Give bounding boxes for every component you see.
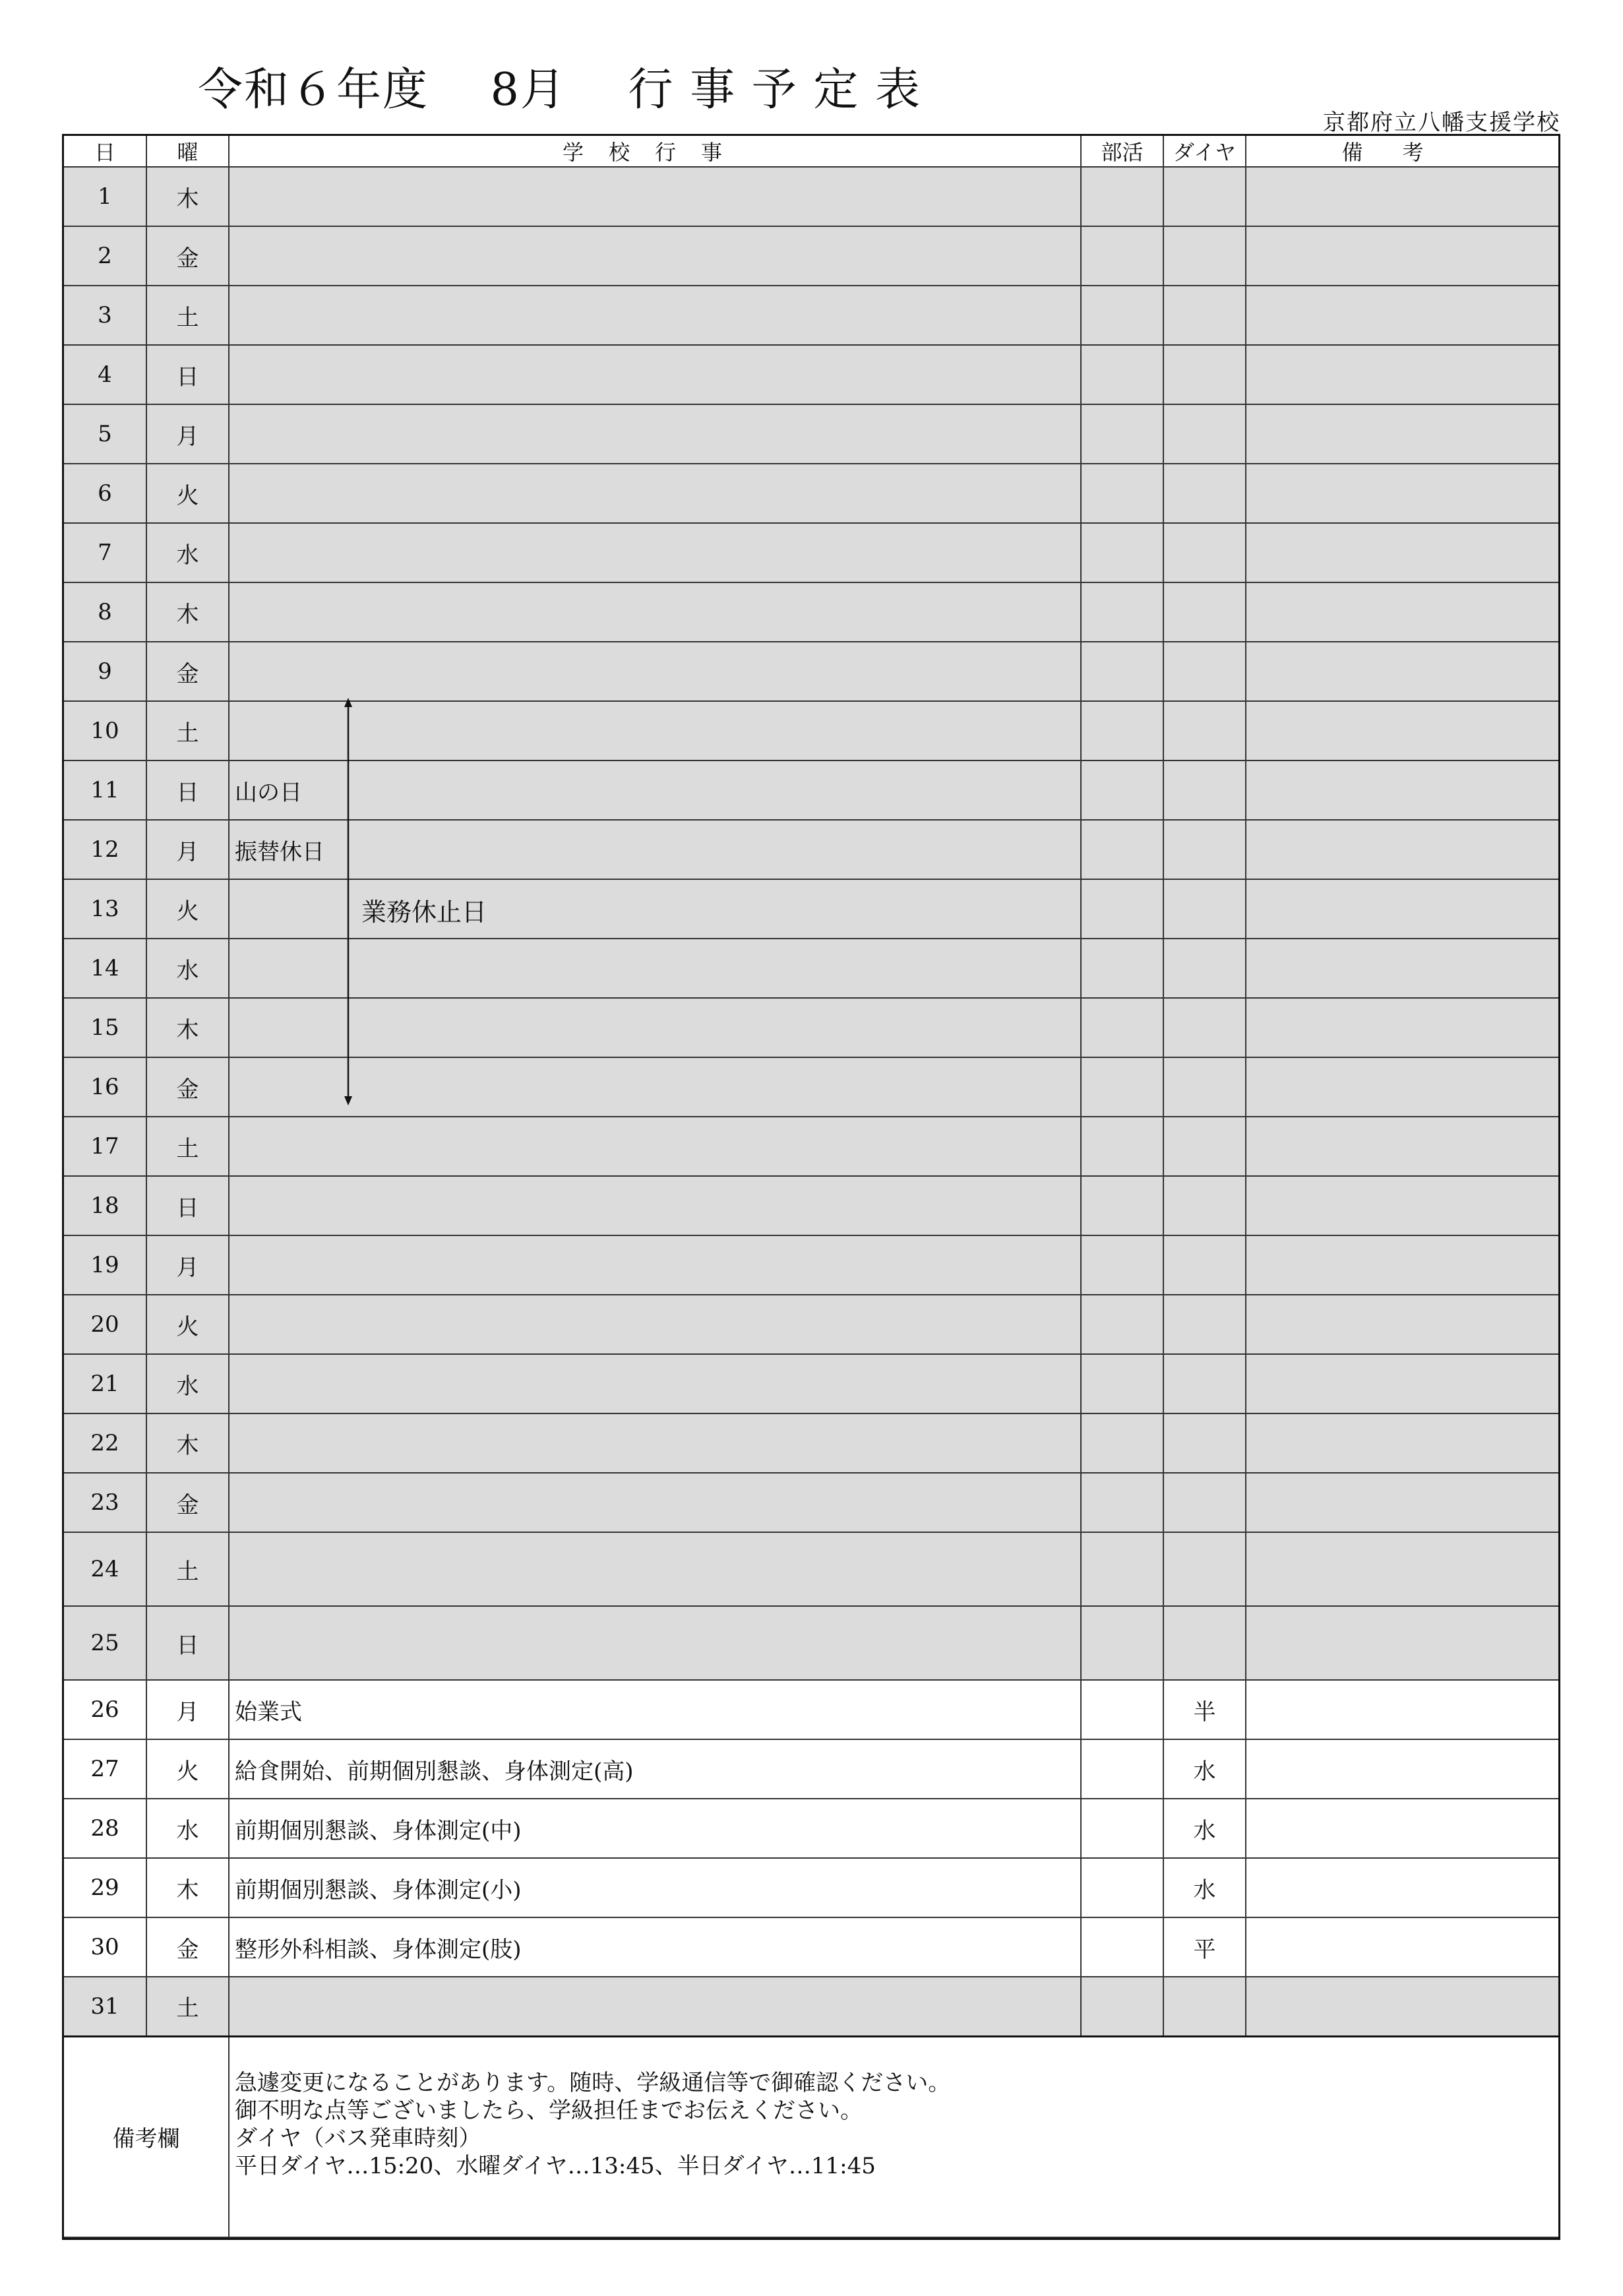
event-cell xyxy=(229,226,1081,286)
notes-line: 御不明な点等ございましたら、学級担任までお伝えください。 xyxy=(235,2097,863,2124)
club-cell xyxy=(1081,286,1163,345)
event-cell xyxy=(229,286,1081,345)
diagram-cell xyxy=(1163,1295,1246,1354)
day-cell: 27 xyxy=(64,1739,146,1799)
day-cell: 23 xyxy=(64,1473,146,1532)
event-cell xyxy=(229,404,1081,464)
event-cell xyxy=(229,1295,1081,1354)
club-cell xyxy=(1081,939,1163,998)
notes-cell xyxy=(1246,1858,1558,1917)
event-cell xyxy=(229,1117,1081,1176)
table-row xyxy=(64,582,1558,642)
club-cell xyxy=(1081,1917,1163,1977)
club-cell xyxy=(1081,345,1163,404)
weekday-cell: 木 xyxy=(146,167,229,226)
header-row xyxy=(64,136,1558,167)
table-row xyxy=(64,1917,1558,1977)
weekday-cell: 月 xyxy=(146,820,229,879)
diagram-cell xyxy=(1163,167,1246,226)
club-cell xyxy=(1081,523,1163,582)
table-row xyxy=(64,1680,1558,1739)
event-cell: 前期個別懇談、身体測定(中) xyxy=(229,1799,1081,1858)
day-cell: 11 xyxy=(64,760,146,820)
notes-cell xyxy=(1246,167,1558,226)
weekday-cell: 金 xyxy=(146,1473,229,1532)
table-row xyxy=(64,345,1558,404)
weekday-cell: 土 xyxy=(146,286,229,345)
table-row xyxy=(64,820,1558,879)
notes-cell xyxy=(1246,582,1558,642)
notes-cell xyxy=(1246,1295,1558,1354)
table-row xyxy=(64,1354,1558,1413)
day-cell: 17 xyxy=(64,1117,146,1176)
notes-cell xyxy=(1246,1176,1558,1235)
notes-cell xyxy=(1246,642,1558,701)
notes-cell xyxy=(1246,1739,1558,1799)
day-cell: 1 xyxy=(64,167,146,226)
weekday-cell: 木 xyxy=(146,582,229,642)
table-row xyxy=(64,998,1558,1057)
header-event: 学校行事 xyxy=(229,136,1081,167)
club-cell xyxy=(1081,1739,1163,1799)
day-cell: 18 xyxy=(64,1176,146,1235)
weekday-cell: 月 xyxy=(146,1680,229,1739)
diagram-cell xyxy=(1163,404,1246,464)
weekday-cell: 火 xyxy=(146,1295,229,1354)
diagram-cell xyxy=(1163,939,1246,998)
day-cell: 13 xyxy=(64,879,146,939)
notes-cell xyxy=(1246,939,1558,998)
diagram-cell xyxy=(1163,1354,1246,1413)
event-cell: 給食開始、前期個別懇談、身体測定(高) xyxy=(229,1739,1081,1799)
diagram-cell xyxy=(1163,1117,1246,1176)
notes-cell xyxy=(1246,404,1558,464)
day-cell: 8 xyxy=(64,582,146,642)
notes-cell xyxy=(1246,1354,1558,1413)
table-row xyxy=(64,1176,1558,1235)
day-cell: 5 xyxy=(64,404,146,464)
club-cell xyxy=(1081,1606,1163,1680)
day-cell: 29 xyxy=(64,1858,146,1917)
school-name: 京都府立八幡支援学校 xyxy=(1323,109,1560,136)
weekday-cell: 土 xyxy=(146,701,229,760)
day-cell: 9 xyxy=(64,642,146,701)
diagram-cell xyxy=(1163,1413,1246,1473)
weekday-cell: 土 xyxy=(146,1977,229,2036)
diagram-cell xyxy=(1163,1473,1246,1532)
table-row xyxy=(64,1606,1558,1680)
notes-cell xyxy=(1246,464,1558,523)
span-note: 業務休止日 xyxy=(361,898,487,927)
notes-cell xyxy=(1246,1917,1558,1977)
weekday-cell: 日 xyxy=(146,1176,229,1235)
table-row xyxy=(64,226,1558,286)
table-row xyxy=(64,167,1558,226)
notes-line: ダイヤ（バス発車時刻） xyxy=(235,2125,481,2152)
notes-table xyxy=(64,2037,1558,2238)
diagram-cell xyxy=(1163,760,1246,820)
notes-cell xyxy=(1246,226,1558,286)
schedule-table xyxy=(64,136,1558,2037)
header-weekday: 曜 xyxy=(146,136,229,167)
club-cell xyxy=(1081,879,1163,939)
club-cell xyxy=(1081,1977,1163,2036)
day-cell: 20 xyxy=(64,1295,146,1354)
notes-cell xyxy=(1246,1680,1558,1739)
diagram-cell xyxy=(1163,226,1246,286)
table-row xyxy=(64,1117,1558,1176)
club-cell xyxy=(1081,1413,1163,1473)
day-cell: 10 xyxy=(64,701,146,760)
event-cell xyxy=(229,998,1081,1057)
diagram-cell xyxy=(1163,1176,1246,1235)
club-cell xyxy=(1081,1057,1163,1117)
event-cell xyxy=(229,1235,1081,1295)
event-cell xyxy=(229,582,1081,642)
notes-cell xyxy=(1246,1473,1558,1532)
event-cell xyxy=(229,1977,1081,2036)
weekday-cell: 土 xyxy=(146,1117,229,1176)
event-cell: 前期個別懇談、身体測定(小) xyxy=(229,1858,1081,1917)
notes-cell xyxy=(1246,1606,1558,1680)
event-cell: 振替休日 xyxy=(229,820,1081,879)
weekday-cell: 日 xyxy=(146,760,229,820)
day-cell: 2 xyxy=(64,226,146,286)
club-cell xyxy=(1081,1235,1163,1295)
diagram-cell xyxy=(1163,464,1246,523)
event-cell xyxy=(229,1354,1081,1413)
club-cell xyxy=(1081,1532,1163,1606)
club-cell xyxy=(1081,701,1163,760)
day-cell: 25 xyxy=(64,1606,146,1680)
club-cell xyxy=(1081,1799,1163,1858)
notes-cell xyxy=(1246,286,1558,345)
event-cell xyxy=(229,345,1081,404)
diagram-cell xyxy=(1163,998,1246,1057)
day-cell: 15 xyxy=(64,998,146,1057)
table-row xyxy=(64,1473,1558,1532)
day-cell: 6 xyxy=(64,464,146,523)
notes-cell xyxy=(1246,1235,1558,1295)
weekday-cell: 火 xyxy=(146,879,229,939)
table-row xyxy=(64,939,1558,998)
notes-line: 急遽変更になることがあります。随時、学級通信等で御確認ください。 xyxy=(235,2069,951,2096)
day-cell: 4 xyxy=(64,345,146,404)
weekday-cell: 月 xyxy=(146,404,229,464)
club-cell xyxy=(1081,167,1163,226)
day-cell: 31 xyxy=(64,1977,146,2036)
club-cell xyxy=(1081,642,1163,701)
club-cell xyxy=(1081,582,1163,642)
day-cell: 26 xyxy=(64,1680,146,1739)
table-row xyxy=(64,286,1558,345)
table-row xyxy=(64,523,1558,582)
club-cell xyxy=(1081,1295,1163,1354)
notes-cell xyxy=(1246,820,1558,879)
day-cell: 14 xyxy=(64,939,146,998)
notes-cell xyxy=(1246,1977,1558,2036)
club-cell xyxy=(1081,1858,1163,1917)
diagram-cell: 水 xyxy=(1163,1799,1246,1858)
notes-cell xyxy=(1246,1057,1558,1117)
event-cell xyxy=(229,939,1081,998)
event-cell: 山の日 xyxy=(229,760,1081,820)
event-cell: 始業式 xyxy=(229,1680,1081,1739)
club-cell xyxy=(1081,1354,1163,1413)
club-cell xyxy=(1081,404,1163,464)
table-row xyxy=(64,1799,1558,1858)
event-cell xyxy=(229,1532,1081,1606)
event-cell xyxy=(229,1473,1081,1532)
header-notes: 備考 xyxy=(1246,136,1558,167)
club-cell xyxy=(1081,998,1163,1057)
diagram-cell xyxy=(1163,1977,1246,2036)
diagram-cell xyxy=(1163,582,1246,642)
club-cell xyxy=(1081,1680,1163,1739)
weekday-cell: 日 xyxy=(146,1606,229,1680)
table-row xyxy=(64,1413,1558,1473)
notes-cell xyxy=(1246,1799,1558,1858)
day-cell: 12 xyxy=(64,820,146,879)
page-title: 令和６年度 8月 行 事 予 定 表 xyxy=(198,64,921,116)
day-cell: 7 xyxy=(64,523,146,582)
diagram-cell xyxy=(1163,345,1246,404)
day-cell: 16 xyxy=(64,1057,146,1117)
club-cell xyxy=(1081,464,1163,523)
diagram-cell xyxy=(1163,1532,1246,1606)
diagram-cell xyxy=(1163,642,1246,701)
table-row xyxy=(64,642,1558,701)
notes-row xyxy=(64,2037,1558,2237)
weekday-cell: 金 xyxy=(146,642,229,701)
day-cell: 3 xyxy=(64,286,146,345)
table-row xyxy=(64,404,1558,464)
notes-body xyxy=(229,2037,1558,2237)
weekday-cell: 金 xyxy=(146,226,229,286)
notes-cell xyxy=(1246,1117,1558,1176)
schedule-sheet xyxy=(62,134,1560,2240)
table-row xyxy=(64,1858,1558,1917)
notes-label: 備考欄 xyxy=(64,2037,229,2237)
event-cell xyxy=(229,523,1081,582)
table-row xyxy=(64,701,1558,760)
notes-line: 平日ダイヤ…15:20、水曜ダイヤ…13:45、半日ダイヤ…11:45 xyxy=(235,2152,876,2179)
notes-cell xyxy=(1246,345,1558,404)
weekday-cell: 水 xyxy=(146,1799,229,1858)
day-cell: 19 xyxy=(64,1235,146,1295)
diagram-cell xyxy=(1163,1057,1246,1117)
club-cell xyxy=(1081,1176,1163,1235)
weekday-cell: 金 xyxy=(146,1917,229,1977)
diagram-cell xyxy=(1163,286,1246,345)
notes-cell xyxy=(1246,998,1558,1057)
notes-cell xyxy=(1246,879,1558,939)
event-cell xyxy=(229,464,1081,523)
notes-cell xyxy=(1246,701,1558,760)
event-cell xyxy=(229,1606,1081,1680)
diagram-cell xyxy=(1163,1606,1246,1680)
diagram-cell: 水 xyxy=(1163,1739,1246,1799)
weekday-cell: 水 xyxy=(146,523,229,582)
weekday-cell: 木 xyxy=(146,1413,229,1473)
club-cell xyxy=(1081,760,1163,820)
weekday-cell: 水 xyxy=(146,1354,229,1413)
weekday-cell: 日 xyxy=(146,345,229,404)
header-diagram: ダイヤ xyxy=(1163,136,1246,167)
event-cell xyxy=(229,1413,1081,1473)
event-cell xyxy=(229,167,1081,226)
notes-cell xyxy=(1246,523,1558,582)
day-cell: 22 xyxy=(64,1413,146,1473)
event-cell xyxy=(229,1176,1081,1235)
diagram-cell xyxy=(1163,1235,1246,1295)
header-club: 部活 xyxy=(1081,136,1163,167)
table-row xyxy=(64,1532,1558,1606)
table-row xyxy=(64,1295,1558,1354)
table-row xyxy=(64,1057,1558,1117)
day-cell: 30 xyxy=(64,1917,146,1977)
diagram-cell: 半 xyxy=(1163,1680,1246,1739)
notes-cell xyxy=(1246,1413,1558,1473)
header-day: 日 xyxy=(64,136,146,167)
event-cell xyxy=(229,1057,1081,1117)
club-cell xyxy=(1081,1473,1163,1532)
weekday-cell: 木 xyxy=(146,1858,229,1917)
club-cell xyxy=(1081,226,1163,286)
table-row xyxy=(64,879,1558,939)
weekday-cell: 金 xyxy=(146,1057,229,1117)
day-cell: 28 xyxy=(64,1799,146,1858)
notes-cell xyxy=(1246,1532,1558,1606)
table-row xyxy=(64,1235,1558,1295)
table-row xyxy=(64,464,1558,523)
weekday-cell: 水 xyxy=(146,939,229,998)
notes-cell xyxy=(1246,760,1558,820)
weekday-cell: 月 xyxy=(146,1235,229,1295)
day-cell: 21 xyxy=(64,1354,146,1413)
table-row xyxy=(64,1977,1558,2036)
event-cell xyxy=(229,642,1081,701)
event-cell xyxy=(229,701,1081,760)
event-cell: 整形外科相談、身体測定(肢) xyxy=(229,1917,1081,1977)
table-row xyxy=(64,1739,1558,1799)
diagram-cell: 水 xyxy=(1163,1858,1246,1917)
diagram-cell xyxy=(1163,879,1246,939)
event-cell xyxy=(229,879,1081,939)
club-cell xyxy=(1081,820,1163,879)
weekday-cell: 火 xyxy=(146,1739,229,1799)
club-cell xyxy=(1081,1117,1163,1176)
diagram-cell: 平 xyxy=(1163,1917,1246,1977)
diagram-cell xyxy=(1163,523,1246,582)
weekday-cell: 土 xyxy=(146,1532,229,1606)
weekday-cell: 火 xyxy=(146,464,229,523)
day-cell: 24 xyxy=(64,1532,146,1606)
table-row xyxy=(64,760,1558,820)
diagram-cell xyxy=(1163,820,1246,879)
diagram-cell xyxy=(1163,701,1246,760)
weekday-cell: 木 xyxy=(146,998,229,1057)
